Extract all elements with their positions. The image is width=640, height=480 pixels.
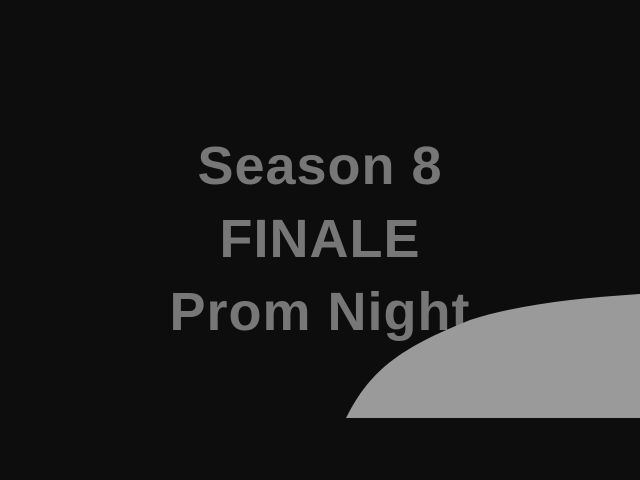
title-line-finale: FINALE bbox=[219, 209, 421, 269]
title-line-episode: Prom Night bbox=[169, 282, 471, 342]
title-line-season: Season 8 bbox=[197, 136, 443, 196]
